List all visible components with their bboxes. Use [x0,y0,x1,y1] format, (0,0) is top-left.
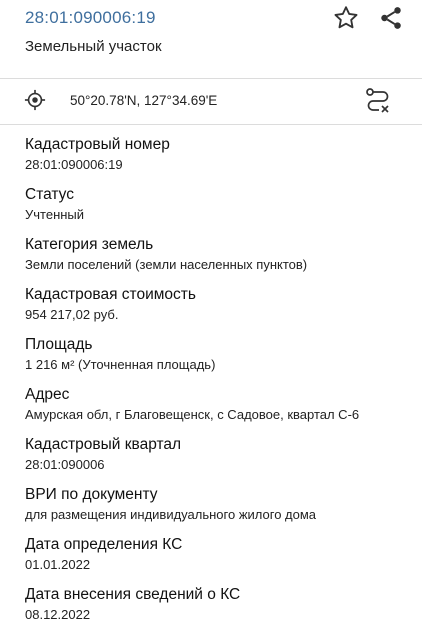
field-land-category [25,235,415,285]
field-label: Дата определения КС [25,536,183,553]
field-value: Амурская обл, г Благовещенск, с Садовое, квартал С-6 [25,407,360,422]
field-cadastral-value [25,285,415,335]
field-value: 28:01:090006:19 [25,157,123,172]
star-icon[interactable] [332,4,360,32]
field-label: Кадастровая стоимость [25,286,196,303]
field-cadastral-quarter [25,435,415,485]
field-area [25,335,415,385]
coordinates-text[interactable]: 50°20.78'N, 127°34.69'E [70,93,218,108]
coordinates-row[interactable] [0,79,422,123]
field-label: Статус [25,186,74,203]
field-label: ВРИ по документу [25,486,158,503]
field-value: 28:01:090006 [25,457,105,472]
field-label: Кадастровый номер [25,136,170,153]
crosshair-icon[interactable] [24,89,46,111]
header [0,0,422,78]
coordinates-divider [0,124,422,125]
field-value: Учтенный [25,207,85,222]
field-value: 954 217,02 руб. [25,307,119,322]
cadastral-number-title: 28:01:090006:19 [25,8,156,27]
field-value: для размещения индивидуального жилого дома [25,507,317,522]
field-label: Категория земель [25,236,154,253]
field-label: Адрес [25,386,70,403]
field-value: Земли поселений (земли населенных пунктов) [25,257,308,272]
field-value: 08.12.2022 [25,607,91,622]
field-label: Площадь [25,336,93,353]
field-permitted-use [25,485,415,535]
field-cadastral-number [25,135,415,185]
field-label: Кадастровый квартал [25,436,182,453]
field-value: 01.01.2022 [25,557,91,572]
route-icon[interactable] [364,87,392,115]
field-status [25,185,415,235]
field-valuation-date [25,535,415,585]
share-icon[interactable] [378,5,404,31]
field-address [25,385,415,435]
object-type-subtitle: Земельный участок [25,38,162,55]
field-entry-date [25,585,415,635]
property-fields [25,135,415,635]
field-label: Дата внесения сведений о КС [25,586,241,603]
field-value: 1 216 м² (Уточненная площадь) [25,357,216,372]
